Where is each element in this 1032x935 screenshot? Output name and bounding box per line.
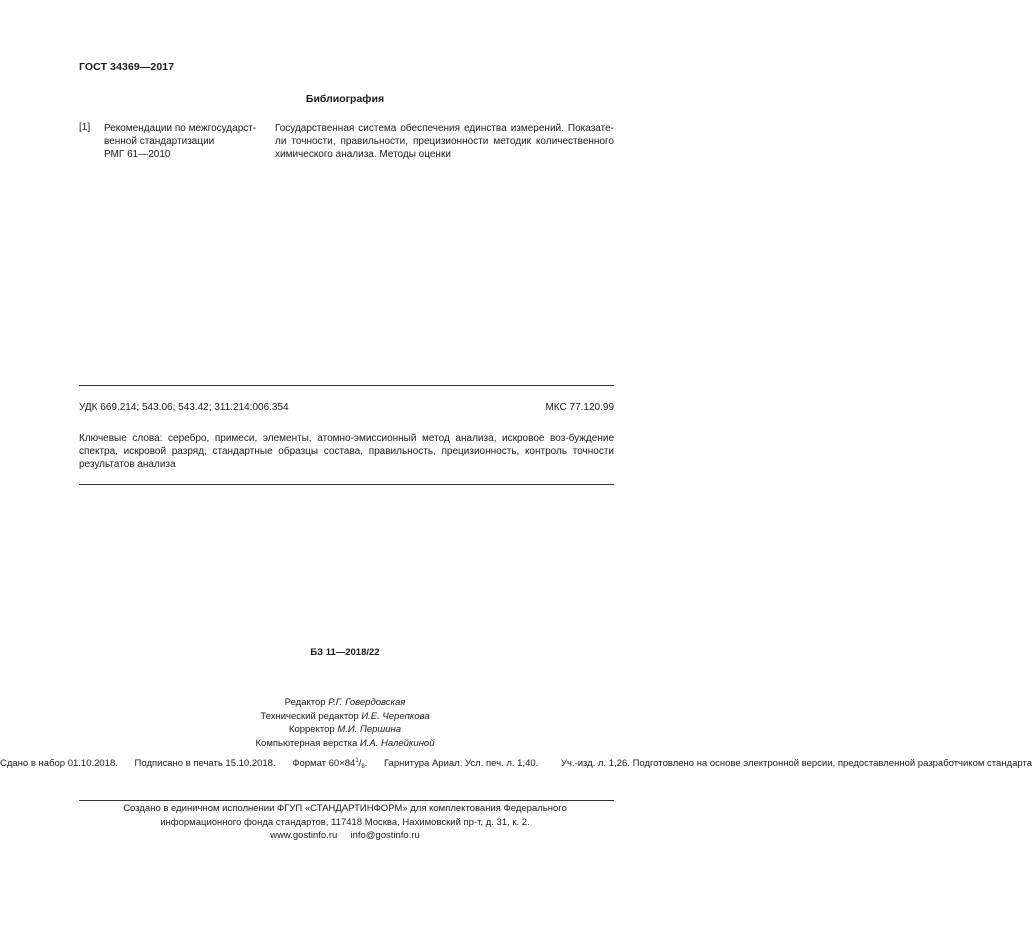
staff-name: И.Е. Черепкова [361,710,430,722]
publisher-footer [0,802,690,843]
staff-role: Корректор [288,724,335,735]
publisher-sheets: Уч.-изд. л. 1,26. [560,758,630,769]
bibliography-entry-number: [1] [79,122,91,133]
footer-line-1: Создано в единичном исполнении ФГУП «СТАНДАРТИНФОРМ» для комплектования Федерального [123,803,567,814]
print-row-2 [465,757,630,771]
prepared-note: Подготовлено на основе электронной версии, предоставленной разработчиком стандарта [632,758,1032,769]
staff-editor [0,696,690,710]
staff-name: И.А. Налейкиной [359,737,435,749]
bz-number: БЗ 11—2018/22 [310,647,380,658]
bottom-divider [79,484,614,485]
print-sheets: Усл. печ. л. 1,40. [465,758,539,769]
footer-divider [79,800,614,801]
top-divider [79,385,614,386]
paper-format: Формат $60\times 84^1/_8$. [292,758,368,770]
staff-proofreader [0,723,690,737]
bibliography-title: Библиография [305,93,385,105]
udk-code: УДК 669.214; 543.06; 543.42; 311.214:006.354 [79,402,289,413]
print-details [0,755,1032,775]
staff-name: Р.Г. Говердовская [328,697,406,708]
signed-date: Подписано в печать 15.10.2018. [134,758,276,769]
typeset-date: Сдано в набор 01.10.2018. [0,758,118,769]
standard-code: ГОСТ 34369—2017 [79,61,175,73]
editorial-staff [0,696,690,750]
staff-tech-editor [0,710,690,724]
bibliography-entry-document: Рекомендации по межгосударст- венной стандартизации РМГ 61—2010 [104,123,257,160]
email-link[interactable]: info@gostinfo.ru [350,830,420,841]
website-link[interactable]: www.gostinfo.ru [270,830,338,841]
mks-code: МКС 77.120.99 [545,402,614,413]
staff-role: Компьютерная верстка [255,737,358,749]
bibliography-entry-description: Государственная система обеспечения единства измерений. Показате-ли точности, правильности, прецизионности методик количественного химического анализа. Методы оценки [275,123,614,160]
staff-role: Редактор [284,697,326,708]
staff-name: М.И. Першина [337,724,402,735]
staff-role: Технический редактор [260,710,359,722]
keywords: Ключевые слова: серебро, примеси, элементы, атомно-эмиссионный метод анализа, искровое воз-буждение спектра, искровой разряд, стандартные образцы состава, правильность, прецизионность, контроль точности результатов анализа [79,433,614,470]
staff-layout [0,737,690,751]
footer-contacts [0,829,690,843]
footer-line-2: информационного фонда стандартов, 117418 Москва, Нахимовский пр-т, д. 31, к. 2. [160,816,530,828]
print-row-1 [0,755,462,775]
font-info: Гарнитура Ариал. [383,758,463,769]
